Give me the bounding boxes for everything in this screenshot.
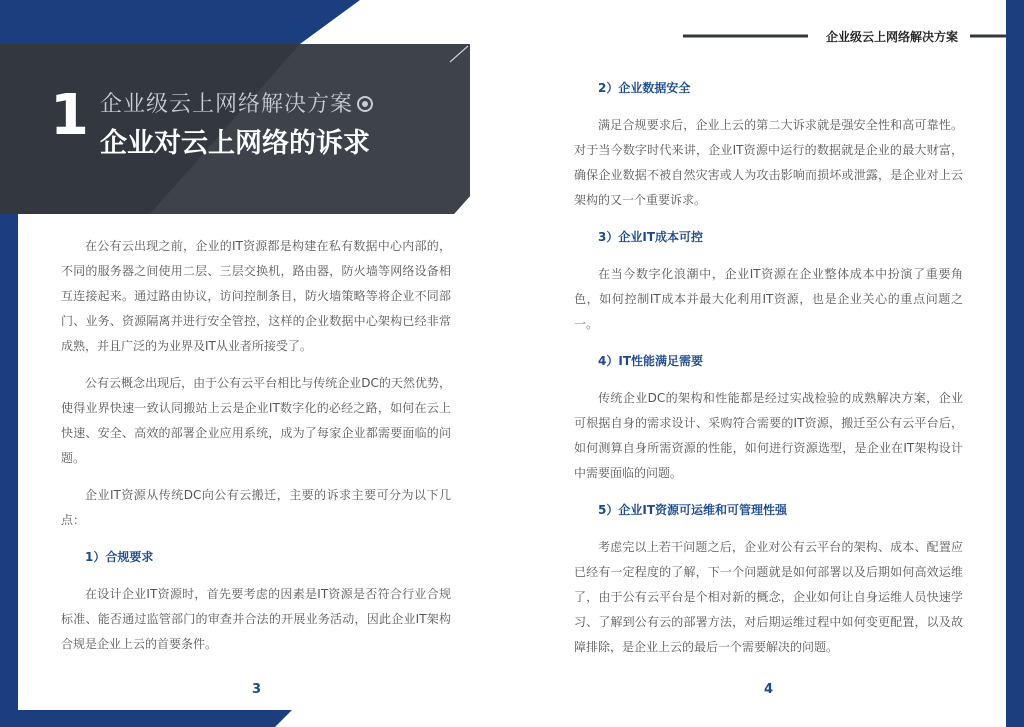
paragraph: 在公有云出现之前，企业的IT资源都是构建在私有数据中心内部的，不同的服务器之间使用二层、三层交换机，路由器，防火墙等网络设备相互连接起来。通过路由协议，访问控制条目，防火墙策略等将企业不同部门、业务、资源隔离并进行安全管控，这样的企业数据中心架构已经非常成熟，并且广泛的为业界及IT从业者所接受了。: [61, 239, 451, 353]
section-heading: 4）IT性能满足需要: [598, 354, 704, 368]
paragraph: 企业IT资源从传统DC向公有云搬迁，主要的诉求主要可分为以下几点：: [61, 488, 451, 527]
running-header: 企业级云上网络解决方案: [825, 30, 958, 44]
paragraph: 满足合规要求后，企业上云的第二大诉求就是强安全性和高可靠性。对于当今数字时代来讲，企业IT资源中运行的数据就是企业的最大财富，确保企业数据不被自然灾害或人为攻击影响而损坏或泄露，是企业对上云架构的又一个重要诉求。: [574, 118, 963, 207]
paragraph: 传统企业DC的架构和性能都是经过实战检验的成熟解决方案，企业可根据自身的需求设计、采购符合需要的IT资源，搬迁至公有云平台后，如何测算自身所需资源的性能，如何进行资源选型，是企业在IT架构设计中需要面临的问题。: [574, 391, 963, 480]
chapter-number: 1: [50, 83, 89, 148]
section-heading: 5）企业IT资源可运维和可管理性强: [598, 503, 788, 517]
paragraph: 公有云概念出现后，由于公有云平台相比与传统企业DC的天然优势，使得业界快速一致认同搬站上云是企业IT数字化的必经之路，如何在云上快速、安全、高效的部署企业应用系统，成为了每家企业都需要面临的问题。: [61, 376, 451, 465]
chapter-subtitle-text: 企业级云上网络解决方案: [100, 92, 354, 117]
section-heading: 3）企业IT成本可控: [598, 230, 704, 244]
chapter-title: 企业对云上网络的诉求: [100, 128, 370, 159]
paragraph: 考虑完以上若干问题之后，企业对公有云平台的架构、成本、配置应已经有一定程度的了解，下一个问题就是如何部署以及后期如何高效运维了，由于公有云平台是个相对新的概念，企业如何让自身运维人员快速学习、了解到公有云的部署方法，对后期运维过程中如何变更配置，以及故障排除，是企业上云的最后一个需要解决的问题。: [574, 540, 963, 654]
paragraph: 在设计企业IT资源时，首先要考虑的因素是IT资源是否符合行业合规标准、能否通过监管部门的审查并合法的开展业务活动，因此企业IT架构合规是企业上云的首要条件。: [61, 587, 451, 651]
target-icon: [357, 96, 373, 112]
paragraph: 在当今数字化浪潮中，企业IT资源在企业整体成本中扮演了重要角色，如何控制IT成本并最大化利用IT资源，也是企业关心的重点问题之一。: [574, 267, 963, 331]
page-number-left: 3: [252, 682, 262, 697]
page-number-right: 4: [764, 682, 774, 697]
left-column: [61, 234, 451, 669]
right-column: [574, 76, 963, 672]
chapter-subtitle: [100, 90, 373, 120]
section-heading: 2）企业数据安全: [598, 81, 691, 95]
section-heading: 1）合规要求: [85, 550, 154, 564]
